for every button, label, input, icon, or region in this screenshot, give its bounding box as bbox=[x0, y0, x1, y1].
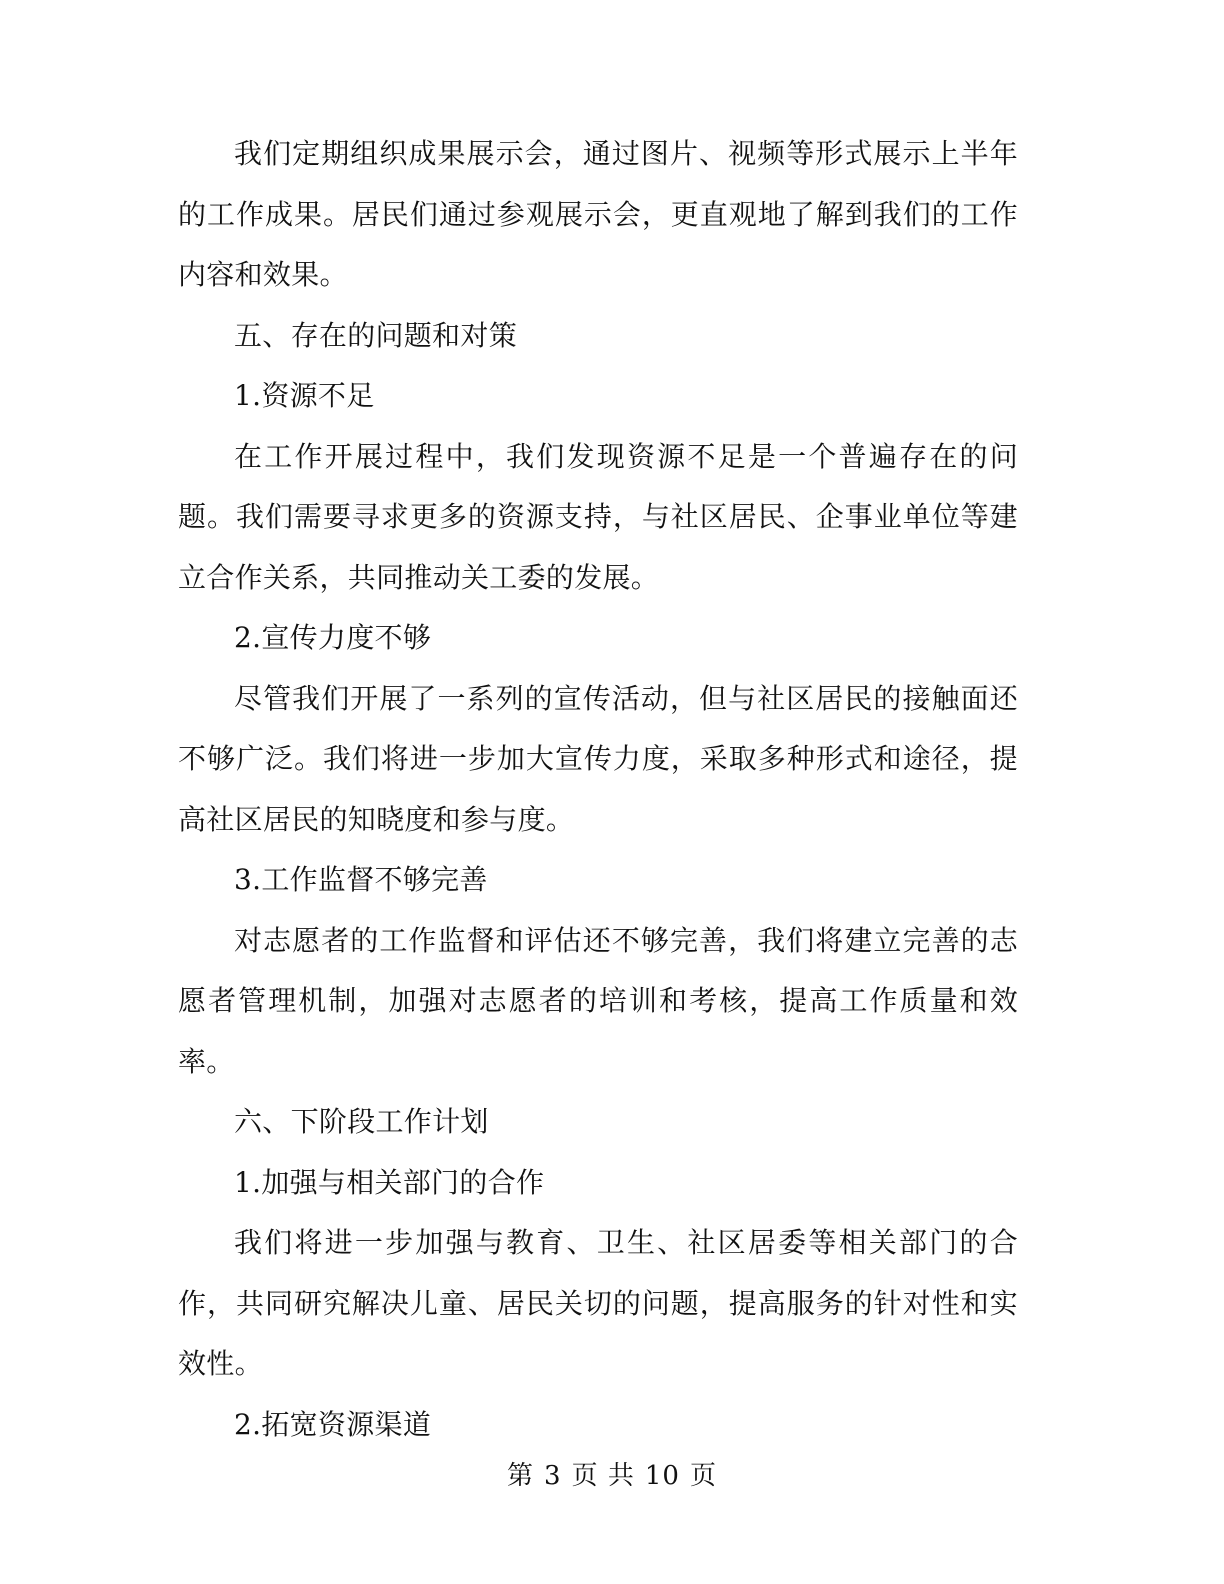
paragraph-supervision-imperfect: 对志愿者的工作监督和评估还不够完善，我们将建立完善的志愿者管理机制，加强对志愿者的培训和考核，提高工作质量和效率。 bbox=[178, 923, 1018, 1078]
footer-prefix: 第 bbox=[507, 1461, 535, 1491]
subheading-strengthen-cooperation: 1.加强与相关部门的合作 bbox=[234, 1165, 545, 1199]
footer-current-page: 3 bbox=[544, 1461, 562, 1491]
paragraph-strengthen-cooperation: 我们将进一步加强与教育、卫生、社区居委等相关部门的合作，共同研究解决儿童、居民关切的问题，提高服务的针对性和实效性。 bbox=[178, 1226, 1018, 1380]
footer-suffix: 页 bbox=[689, 1461, 717, 1491]
paragraph-showcase: 我们定期组织成果展示会，通过图片、视频等形式展示上半年的工作成果。居民们通过参观展示会，更直观地了解到我们的工作内容和效果。 bbox=[178, 137, 1018, 291]
heading-problems-and-countermeasures: 五、存在的问题和对策 bbox=[234, 318, 518, 352]
subheading-broaden-resources: 2.拓宽资源渠道 bbox=[234, 1407, 432, 1441]
subheading-supervision-imperfect: 3.工作监督不够完善 bbox=[234, 863, 488, 896]
subheading-insufficient-resources: 1.资源不足 bbox=[234, 379, 375, 412]
footer-middle: 页 共 bbox=[571, 1461, 635, 1491]
subheading-insufficient-publicity: 2.宣传力度不够 bbox=[234, 621, 432, 654]
heading-next-stage-plan: 六、下阶段工作计划 bbox=[234, 1105, 489, 1138]
page-body bbox=[178, 124, 1018, 1455]
paragraph-insufficient-publicity: 尽管我们开展了一系列的宣传活动，但与社区居民的接触面还不够广泛。我们将进一步加大宣传力度，采取多种形式和途径，提高社区居民的知晓度和参与度。 bbox=[178, 681, 1018, 836]
footer-total-pages: 10 bbox=[644, 1461, 680, 1491]
page-footer bbox=[0, 1458, 1224, 1494]
paragraph-insufficient-resources: 在工作开展过程中，我们发现资源不足是一个普遍存在的问题。我们需要寻求更多的资源支持，与社区居民、企事业单位等建立合作关系，共同推动关工委的发展。 bbox=[178, 439, 1018, 594]
